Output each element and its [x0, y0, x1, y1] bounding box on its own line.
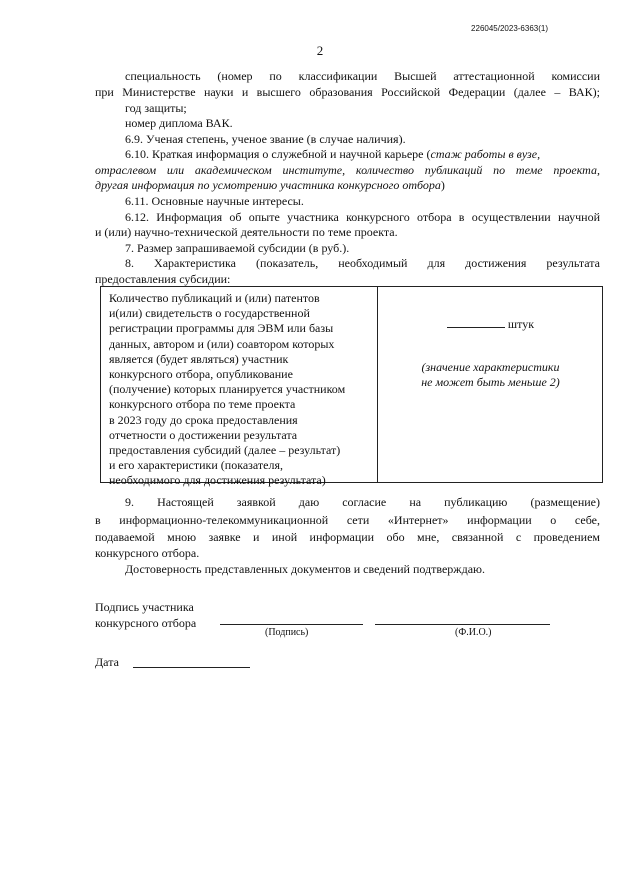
table-line: (получение) которых планируется участником	[109, 382, 346, 397]
text-line	[95, 177, 600, 193]
text-span: )	[440, 178, 445, 192]
text-line: предоставления субсидии:	[95, 272, 231, 286]
value-blank[interactable]	[447, 327, 505, 328]
text-span-italic: другая информация по усмотрению участника конкурсного отбора	[95, 178, 441, 192]
text-line-italic: отраслевом или академическом институте, количество публикаций по теме проекта,	[95, 163, 600, 177]
text-line: 6.12. Информация об опыте участника конкурсного отбора в осуществлении научной	[125, 210, 600, 224]
text-line: 7. Размер запрашиваемой субсидии (в руб.).	[125, 241, 350, 255]
value-field[interactable]	[379, 317, 602, 332]
name-blank[interactable]	[375, 624, 550, 625]
table-line: конкурсного отбора, опубликование	[109, 367, 293, 382]
table-divider	[377, 287, 378, 482]
text-span-italic: стаж работы в вузе,	[430, 147, 541, 161]
signature-label-line: конкурсного отбора	[95, 616, 197, 630]
note-line: не может быть меньше 2)	[421, 375, 560, 389]
page-number: 2	[316, 43, 324, 58]
table-line: конкурсного отбора по теме проекта	[109, 397, 296, 412]
document-number: 226045/2023-6363(1)	[471, 24, 548, 33]
text-line: Достоверность представленных документов и сведений подтверждаю.	[125, 562, 485, 576]
text-line: 9. Настоящей заявкой даю согласие на публикацию (размещение)	[125, 495, 600, 509]
text-line: подаваемой мною заявке и иной информации обо мне, связанной с проведением	[95, 530, 600, 544]
signature-blank[interactable]	[220, 624, 363, 625]
date-blank[interactable]	[133, 667, 250, 668]
text-line: специальность (номер по классификации Высшей аттестационной комиссии	[125, 69, 600, 83]
text-line: номер диплома ВАК.	[125, 116, 233, 130]
text-line: год защиты;	[125, 101, 187, 115]
signature-caption: (Подпись)	[265, 627, 309, 638]
characteristic-table	[100, 286, 603, 488]
signature-label	[95, 599, 196, 631]
table-line: и его характеристики (показателя,	[109, 458, 283, 473]
text-line: в информационно-телекоммуникационной сети «Интернет» информации о себе,	[95, 513, 600, 527]
table-line: и(или) свидетельств о государственной	[109, 306, 310, 321]
text-line: при Министерстве науки и высшего образования Российской Федерации (далее – ВАК);	[95, 85, 600, 99]
table-line: регистрации программы для ЭВМ или базы	[109, 321, 334, 336]
value-note	[379, 360, 602, 390]
name-caption: (Ф.И.О.)	[455, 627, 492, 638]
table-line: предоставления субсидий (далее – результат)	[109, 443, 341, 458]
date-label: Дата	[95, 655, 119, 669]
note-line: (значение характеристики	[421, 360, 560, 374]
text-line: 6.11. Основные научные интересы.	[125, 194, 304, 208]
table-line: необходимого для достижения результата)	[109, 473, 326, 488]
table-line: Количество публикаций и (или) патентов	[109, 291, 320, 305]
text-span: 6.10. Краткая информация о служебной и научной карьере (	[125, 147, 431, 161]
table-line: в 2023 году до срока предоставления	[109, 412, 298, 427]
text-line: 8. Характеристика (показатель, необходимый для достижения результата	[125, 256, 600, 270]
table-left-cell	[109, 291, 374, 489]
table-line: отчетности о достижении результата	[109, 427, 298, 442]
text-line: и (или) научно-технической деятельности по теме проекта.	[95, 225, 398, 239]
text-line: 6.9. Ученая степень, ученое звание (в случае наличия).	[125, 132, 406, 146]
table-line: данных, автором и (или) соавтором которых	[109, 336, 335, 351]
text-line: конкурсного отбора.	[95, 546, 200, 560]
table-line: является (будет являться) участник	[109, 351, 289, 366]
signature-label-line: Подпись участника	[95, 600, 194, 614]
text-line	[125, 146, 600, 162]
unit-label: штук	[507, 317, 535, 331]
